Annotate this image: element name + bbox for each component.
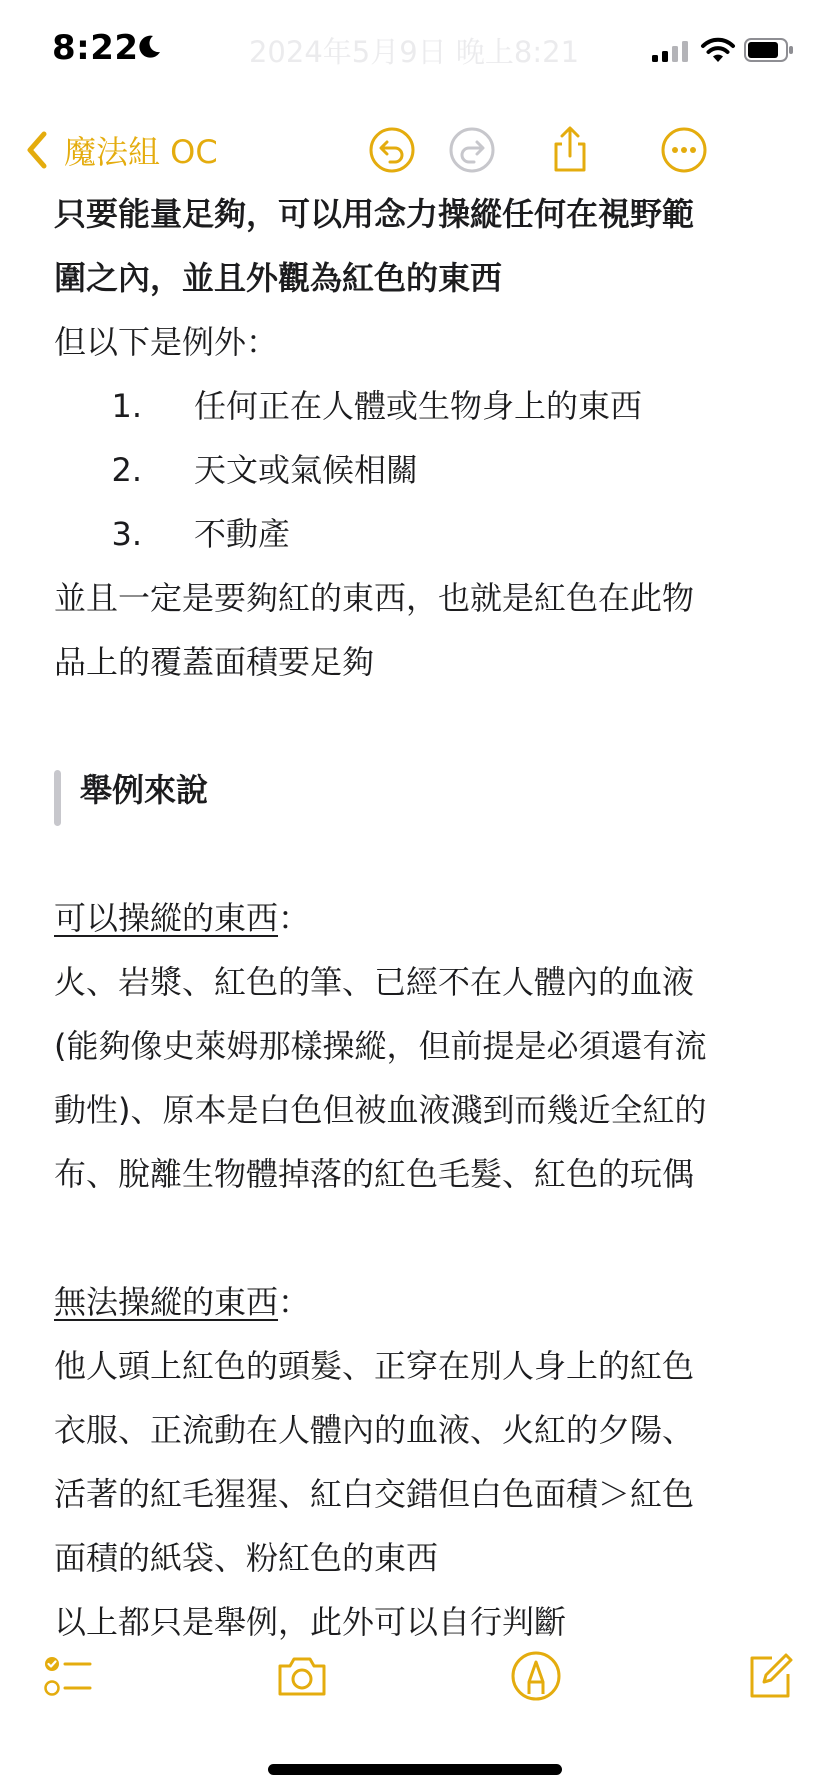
share-button[interactable]: [538, 118, 602, 182]
closing-line: 以上都只是舉例，此外可以自行判斷: [54, 1603, 567, 1641]
markup-button[interactable]: [500, 1640, 572, 1712]
status-time: 8:22: [52, 28, 139, 68]
list-item-number: 2.: [111, 451, 142, 489]
cannot-line: 活著的紅毛猩猩、紅白交錯但白色面積＞紅色: [54, 1475, 695, 1513]
cannot-heading-line: [54, 1270, 784, 1334]
markup-pen-icon: [508, 1648, 564, 1704]
can-heading-colon: ：: [278, 899, 311, 937]
cannot-line: 面積的紙袋、粉紅色的東西: [54, 1539, 439, 1577]
home-indicator[interactable]: [268, 1764, 562, 1775]
list-item: [54, 374, 784, 438]
redo-button[interactable]: [440, 118, 504, 182]
wifi-icon: [700, 36, 736, 64]
list-item-text: 天文或氣候相關: [194, 451, 419, 489]
chevron-left-icon: [24, 130, 50, 170]
quote-heading: 舉例來說: [54, 758, 784, 822]
compose-button[interactable]: [734, 1640, 806, 1712]
list-item: [54, 502, 784, 566]
cellular-signal-icon: [652, 40, 690, 62]
back-button[interactable]: [24, 118, 218, 182]
undo-icon: [368, 126, 416, 174]
battery-icon: [744, 38, 794, 62]
more-button[interactable]: [652, 118, 716, 182]
list-item-number: 1.: [111, 387, 142, 425]
camera-button[interactable]: [266, 1640, 338, 1712]
cannot-line: 他人頭上紅色的頭髮、正穿在別人身上的紅色: [54, 1347, 695, 1385]
undo-button[interactable]: [360, 118, 424, 182]
list-item: [54, 438, 784, 502]
status-bar: [0, 0, 828, 100]
exceptions-list: [54, 374, 784, 566]
checklist-icon: [40, 1648, 96, 1704]
note-bold-line: 圍之內，並且外觀為紅色的東西: [54, 259, 503, 297]
cannot-line: 衣服、正流動在人體內的血液、火紅的夕陽、: [54, 1411, 695, 1449]
can-line: (能夠像史萊姆那樣操縱，但前提是必須還有流: [54, 1027, 707, 1065]
bottom-toolbar: [0, 1640, 828, 1720]
camera-icon: [274, 1648, 330, 1704]
list-item-text: 不動產: [194, 515, 291, 553]
note-date-ghost: 2024年5月9日 晚上8:21: [248, 35, 580, 69]
blank-line: [54, 694, 784, 758]
exceptions-intro: 但以下是例外：: [54, 323, 279, 361]
can-heading: 可以操縱的東西: [54, 899, 279, 937]
more-ellipsis-icon: [660, 126, 708, 174]
note-bold-line: 只要能量足夠，可以用念力操縱任何在視野範: [54, 195, 695, 233]
redo-icon: [448, 126, 496, 174]
cannot-heading: 無法操縱的東西: [54, 1283, 279, 1321]
list-item-text: 任何正在人體或生物身上的東西: [194, 387, 643, 425]
nav-bar: [0, 110, 828, 190]
can-line: 動性)、原本是白色但被血液濺到而幾近全紅的: [54, 1091, 707, 1129]
cannot-heading-colon: ：: [278, 1283, 311, 1321]
note-body[interactable]: [54, 182, 784, 1654]
requirement-line: 品上的覆蓋面積要足夠: [54, 643, 375, 681]
can-heading-line: [54, 886, 784, 950]
checklist-button[interactable]: [32, 1640, 104, 1712]
can-line: 布、脫離生物體掉落的紅色毛髮、紅色的玩偶: [54, 1155, 695, 1193]
list-item-number: 3.: [111, 515, 142, 553]
compose-icon: [742, 1648, 798, 1704]
blank-line: [54, 1206, 784, 1270]
share-icon: [546, 126, 594, 174]
back-button-label: 魔法組 OC: [64, 133, 218, 171]
can-line: 火、岩漿、紅色的筆、已經不在人體內的血液: [54, 963, 695, 1001]
blank-line: [54, 822, 784, 886]
requirement-line: 並且一定是要夠紅的東西，也就是紅色在此物: [54, 579, 695, 617]
